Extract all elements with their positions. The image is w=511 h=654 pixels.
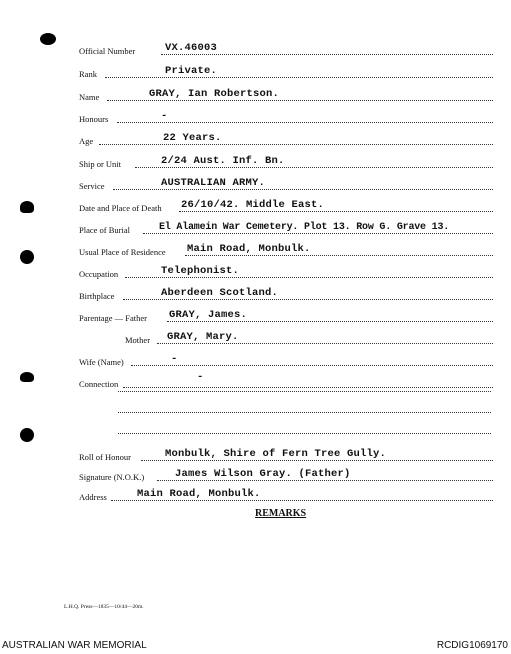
- remarks-heading: REMARKS: [255, 508, 307, 519]
- label-birthplace: Birthplace: [79, 291, 115, 301]
- row-wife: [79, 353, 493, 367]
- archive-name: AUSTRALIAN WAR MEMORIAL: [2, 640, 147, 651]
- value-occupation: Telephonist.: [161, 265, 240, 277]
- punch-hole: [20, 372, 34, 382]
- row-official-number: [79, 42, 493, 56]
- punch-hole: [20, 201, 34, 213]
- row-roll-of-honour: [79, 448, 493, 462]
- archive-footer: [0, 638, 511, 654]
- value-birthplace: Aberdeen Scotland.: [161, 287, 279, 299]
- label-wife: Wife (Name): [79, 357, 124, 367]
- blank-line: [118, 412, 491, 413]
- row-usual-residence: [79, 243, 493, 257]
- label-service: Service: [79, 181, 105, 191]
- label-honours: Honours: [79, 114, 109, 124]
- row-honours: [79, 110, 493, 124]
- row-date-place-death: [79, 199, 493, 213]
- label-roll-of-honour: Roll of Honour: [79, 452, 131, 462]
- row-signature: [79, 468, 493, 482]
- row-name: [79, 88, 493, 102]
- punch-hole: [20, 428, 34, 442]
- row-connection: [79, 371, 493, 389]
- punch-hole: [40, 33, 56, 45]
- label-ship-or-unit: Ship or Unit: [79, 159, 122, 169]
- label-connection: Connection: [79, 379, 119, 389]
- row-occupation: [79, 265, 493, 279]
- value-honours: -: [161, 110, 168, 122]
- printer-note: L.H.Q. Press—1835—10/44—20m.: [64, 604, 144, 610]
- label-age: Age: [79, 136, 94, 146]
- value-age: 22 Years.: [163, 132, 222, 144]
- label-place-burial: Place of Burial: [79, 225, 130, 235]
- value-mother: GRAY, Mary.: [167, 331, 239, 343]
- label-date-place-death: Date and Place of Death: [79, 203, 162, 213]
- value-usual-residence: Main Road, Monbulk.: [187, 243, 311, 255]
- value-ship-or-unit: 2/24 Aust. Inf. Bn.: [161, 155, 285, 167]
- value-official-number: VX.46003: [165, 42, 218, 54]
- row-birthplace: [79, 287, 493, 301]
- row-rank: [79, 65, 493, 79]
- blank-line: [118, 433, 491, 434]
- value-wife: -: [171, 353, 178, 365]
- label-address: Address: [79, 492, 107, 502]
- archive-id: RCDIG1069170: [436, 640, 508, 651]
- blank-line: [118, 391, 491, 392]
- label-father: Parentage — Father: [79, 313, 147, 323]
- label-official-number: Official Number: [79, 46, 136, 56]
- label-name: Name: [79, 92, 100, 102]
- value-signature: James Wilson Gray. (Father): [175, 468, 351, 480]
- row-place-burial: [79, 221, 493, 235]
- value-name: GRAY, Ian Robertson.: [149, 88, 280, 100]
- value-service: AUSTRALIAN ARMY.: [161, 177, 266, 189]
- row-father: [79, 309, 493, 323]
- row-ship-or-unit: [79, 155, 493, 169]
- label-signature: Signature (N.O.K.): [79, 472, 145, 482]
- label-rank: Rank: [79, 69, 97, 79]
- row-service: [79, 177, 493, 191]
- row-address: [79, 488, 493, 502]
- value-date-place-death: 26/10/42. Middle East.: [181, 199, 325, 211]
- label-mother: Mother: [125, 335, 151, 345]
- value-rank: Private.: [165, 65, 218, 77]
- value-place-burial: El Alamein War Cemetery. Plot 13. Row G. Grave 13.: [159, 222, 450, 233]
- row-age: [79, 132, 493, 146]
- value-address: Main Road, Monbulk.: [137, 488, 261, 500]
- value-connection: -: [197, 371, 204, 383]
- value-roll-of-honour: Monbulk, Shire of Fern Tree Gully.: [165, 448, 387, 460]
- punch-hole: [20, 250, 34, 264]
- value-father: GRAY, James.: [169, 309, 248, 321]
- label-usual-residence: Usual Place of Residence: [79, 247, 166, 257]
- row-mother: [79, 331, 493, 345]
- label-occupation: Occupation: [79, 269, 119, 279]
